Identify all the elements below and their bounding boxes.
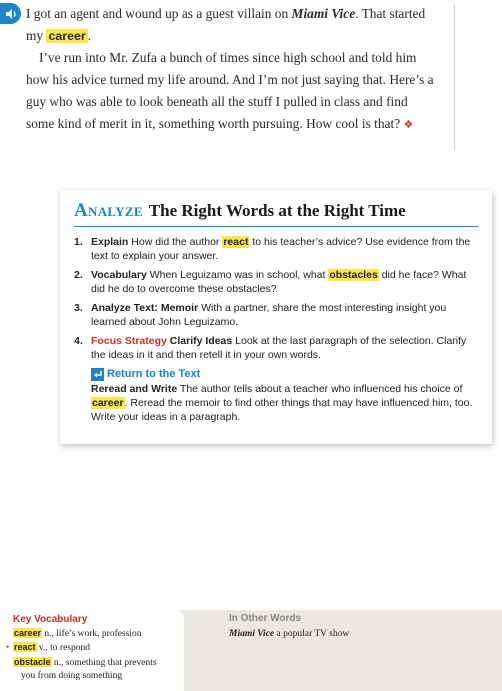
return-to-text-section (74, 367, 478, 424)
focus-strategy-label: Focus Strategy (91, 335, 167, 347)
question-item: 3. Analyze Text: Memoir With a partner, share the most interesting insight you learned about John Leguizamo. (74, 302, 447, 328)
audio-icon[interactable] (0, 3, 21, 24)
vocab-entry-continued: you from doing something (21, 671, 123, 682)
vocab-entry: obstacle n., something that prevents (14, 656, 157, 668)
question-item: 2. Vocabulary When Leguizamo was in school, what obstacles did he face? What did he do to overcome these obstacles? (74, 269, 467, 295)
return-to-text-link[interactable]: Return to the Text (91, 367, 478, 381)
vocab-highlight[interactable]: career (92, 397, 124, 409)
question-item: 1. Explain How did the author react to his teacher’s advice? Use evidence from the text to explain your answer. (74, 236, 471, 262)
vocab-highlight[interactable]: obstacles (329, 269, 378, 281)
vocab-entry: career n., life’s work, profession (14, 628, 142, 639)
analyze-box (60, 190, 492, 444)
end-mark-icon: ❖ (403, 119, 414, 131)
in-other-words-title: In Other Words (229, 613, 302, 624)
in-other-words-panel (229, 613, 349, 639)
story-text (26, 3, 436, 136)
story-paragraph-1: I got an agent and wound up as a guest villain on Miami Vice. That started my career . (26, 6, 426, 43)
story-paragraph-2: I’ve run into Mr. Zufa a bunch of times since high school and told him how his advice turned my life around. And I’m not just saying that. Here’s a guy who was able to look beneath all the stuff I pulled in class and find some kind of merit in it, something worth pursuing. How cool is that? ❖ (26, 50, 434, 131)
key-vocabulary-panel (0, 610, 184, 691)
analyze-label: Analyze (74, 200, 143, 221)
analyze-title: The Right Words at the Right Time (148, 201, 406, 220)
return-to-text-body: Reread and Write The author tells about a teacher who influenced his choice of career. Reread the memoir to find other things that may have influenced him, too. Write your ideas in a paragraph. (91, 383, 473, 423)
vocab-entry: • react v., to respond (6, 642, 90, 654)
question-item: 4. Focus Strategy Clarify Ideas Look at the last paragraph of the selection. Clarify the ideas in it and then retell it in your own words. (74, 335, 467, 361)
academic-bullet-icon: • (6, 642, 10, 653)
key-vocabulary-title: Key Vocabulary (13, 614, 88, 625)
question-list (74, 235, 478, 362)
analyze-heading (74, 200, 478, 227)
vocab-highlight[interactable]: react (223, 236, 249, 248)
vocab-highlight[interactable]: career (48, 29, 86, 43)
return-arrow-icon (91, 368, 104, 381)
in-other-words-entry: Miami Vice a popular TV show (229, 629, 350, 639)
show-title: Miami Vice (291, 6, 356, 21)
margin-rule (454, 4, 455, 150)
